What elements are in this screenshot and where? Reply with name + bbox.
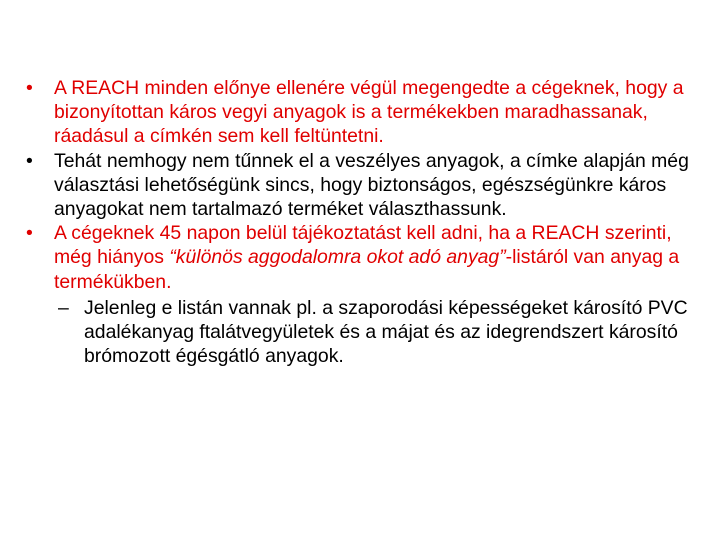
sub-bullet-item-current-list xyxy=(0,296,704,369)
sub-bullet-text: Jelenleg e listán vannak pl. a szaporodási képességeket károsító PVC adalékanyag ftalátvegyületek és a májat és az idegrendszert károsító brómozott égésgátló anyagok. xyxy=(84,296,688,368)
bullet-item-45-days xyxy=(0,221,704,294)
bullet-text-before: A cégeknek 45 napon belül tájékoztatást kell adni, ha a REACH szerinti, még hiányos xyxy=(54,222,672,269)
bullet-text-italic: “különös aggodalomra okot adó anyag” xyxy=(169,246,506,269)
bullet-marker: • xyxy=(26,222,33,245)
bullet-item-reach-permits xyxy=(0,76,704,149)
bullet-item-no-choice xyxy=(0,149,704,222)
bullet-list xyxy=(0,76,720,368)
bullet-marker: • xyxy=(26,149,33,172)
bullet-text-after: -listáról van anyag a termékükben. xyxy=(54,246,680,293)
sub-bullet-marker: – xyxy=(58,296,69,319)
bullet-text: Tehát nemhogy nem tűnnek el a veszélyes anyagok, a címke alapján még választási lehetőségünk sincs, hogy biztonságos, egészségünkre káros anyagokat nem tartalmazó terméket választhassunk. xyxy=(54,149,689,221)
bullet-text: A REACH minden előnye ellenére végül megengedte a cégeknek, hogy a bizonyítottan káros vegyi anyagok is a termékekben maradhassanak, ráadásul a címkén sem kell feltüntetni. xyxy=(54,77,684,148)
bullet-marker: • xyxy=(26,77,33,99)
